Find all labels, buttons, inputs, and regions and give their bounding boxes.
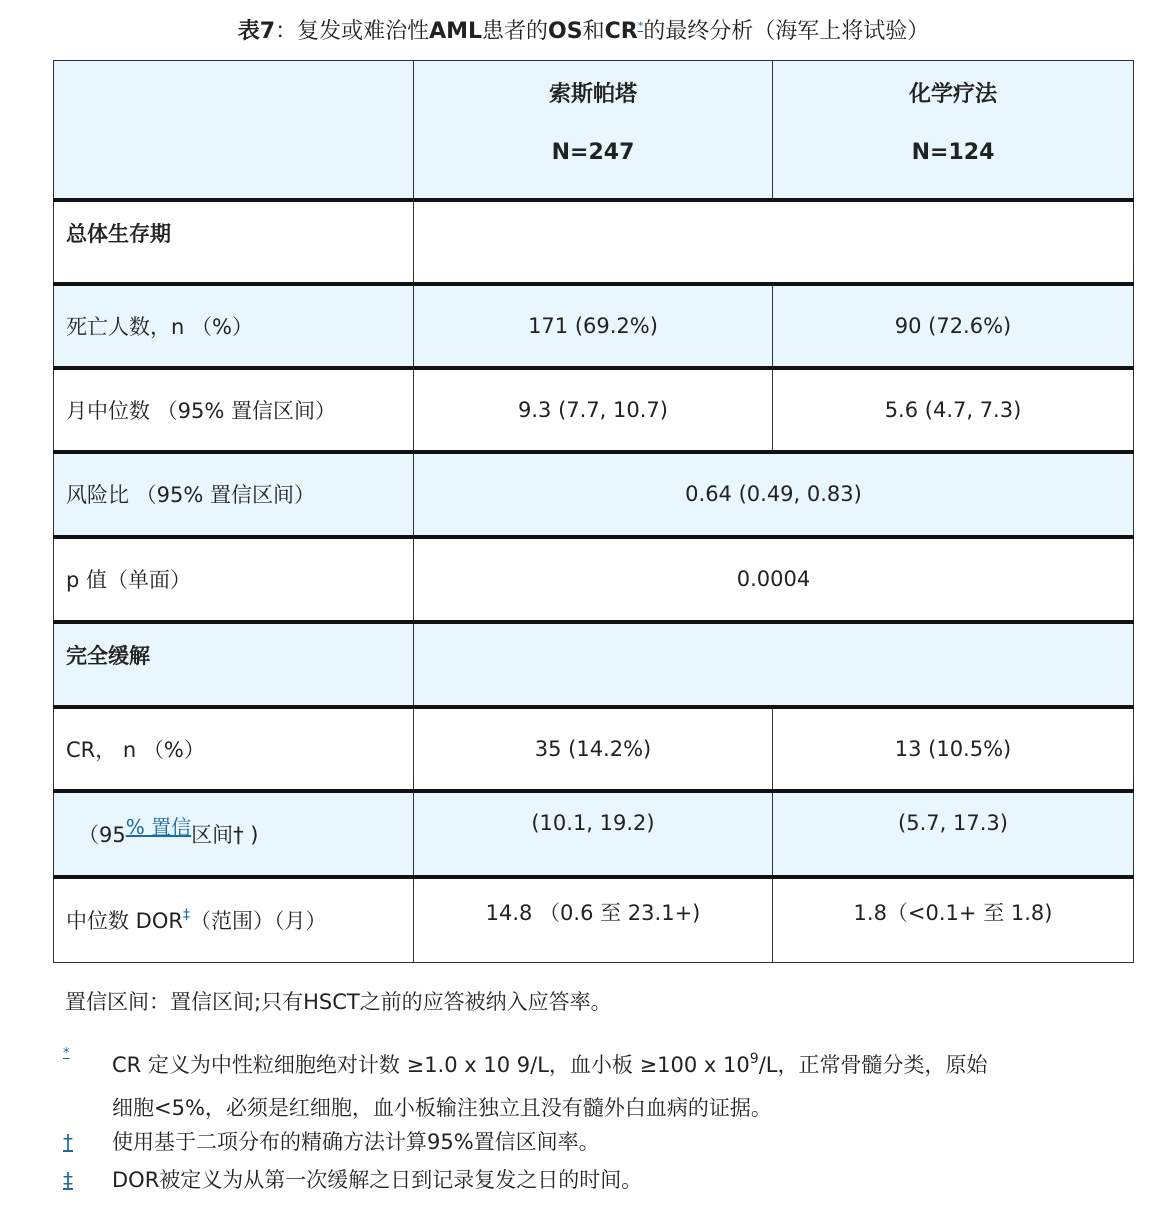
table-row	[54, 284, 1134, 368]
table-row	[54, 791, 1134, 877]
footnote-3-text: DOR被定义为从第一次缓解之日到记录复发之日的时间。	[112, 1168, 643, 1192]
ci-sorafenib: (10.1, 19.2)	[414, 791, 773, 877]
header-chemo	[773, 61, 1134, 200]
hazard-value: 0.64 (0.49, 0.83)	[414, 452, 1134, 537]
cr-n-chemo: 13 (10.5%)	[773, 707, 1134, 791]
dor-label-pre: 中位数 DOR	[66, 909, 183, 934]
table-row	[54, 537, 1134, 622]
caption-text-4: 的最终分析（海军上将试验）	[643, 19, 930, 44]
section-cr-label: 完全缓解	[54, 622, 414, 707]
deaths-label: 死亡人数，n （%）	[54, 284, 414, 368]
table-caption	[0, 14, 1167, 45]
results-table	[53, 60, 1134, 963]
cr-n-sorafenib: 35 (14.2%)	[414, 707, 773, 791]
caption-cr: CR	[604, 19, 638, 44]
median-label: 月中位数 （95% 置信区间）	[54, 368, 414, 452]
footnote-2-text: 使用基于二项分布的精确方法计算95%置信区间率。	[112, 1130, 600, 1154]
deaths-chemo: 90 (72.6%)	[773, 284, 1134, 368]
median-sorafenib: 9.3 (7.7, 10.7)	[414, 368, 773, 452]
ci-label	[54, 791, 414, 877]
table-row	[54, 877, 1134, 963]
header-sorafenib-name: 索斯帕塔	[548, 82, 637, 107]
header-sorafenib	[414, 61, 773, 200]
hazard-label: 风险比 （95% 置信区间）	[54, 452, 414, 537]
footnote-1-line-1-a: CR 定义为中性粒细胞绝对计数 ≥1.0 x 10 9/L，血小板 ≥100 x 10	[112, 1053, 750, 1077]
median-chemo: 5.6 (4.7, 7.3)	[773, 368, 1134, 452]
caption-text-3: 和	[582, 19, 605, 44]
caption-aml: AML	[429, 19, 483, 44]
dor-label	[54, 877, 414, 963]
table-header-row	[54, 61, 1134, 200]
ci-abbreviation-note: 置信区间：置信区间;只有HSCT之前的应答被纳入应答率。	[65, 990, 612, 1014]
dor-label-post: （范围）（月）	[189, 909, 327, 934]
footnote-1-line-1-b: /L，正常骨髓分类，原始	[758, 1053, 988, 1077]
deaths-sorafenib: 171 (69.2%)	[414, 284, 773, 368]
caption-text-2: 患者的	[482, 19, 549, 44]
dor-chemo: 1.8（<0.1+ 至 1.8)	[773, 877, 1134, 963]
caption-text-1: ：复发或难治性	[275, 19, 430, 44]
table-row	[54, 452, 1134, 537]
footnote-3	[63, 1160, 1143, 1200]
header-empty-cell	[54, 61, 414, 200]
caption-footnote-link[interactable]: *	[637, 19, 644, 33]
table-row	[54, 707, 1134, 791]
section-os-empty	[414, 200, 1134, 284]
footnote-1	[63, 1042, 1143, 1122]
header-sorafenib-n: N=247	[551, 140, 635, 165]
header-chemo-n: N=124	[911, 140, 995, 165]
dor-sorafenib: 14.8 （0.6 至 23.1+)	[414, 877, 773, 963]
ci-label-pre: （95	[78, 822, 126, 847]
section-cr-empty	[414, 622, 1134, 707]
cr-n-label: CR， n （%）	[54, 707, 414, 791]
section-row-cr	[54, 622, 1134, 707]
footnote-1-mark[interactable]: *	[63, 1046, 70, 1061]
footnote-1-sup: 9	[749, 1051, 759, 1067]
footnote-1-line-2: 细胞<5%，必须是红细胞，血小板输注独立且没有髓外白血病的证据。	[112, 1096, 772, 1120]
section-row-os	[54, 200, 1134, 284]
ci-label-post: 区间† )	[191, 822, 259, 847]
pvalue-value: 0.0004	[414, 537, 1134, 622]
dor-footnote-link[interactable]: ‡	[182, 907, 190, 924]
caption-os: OS	[548, 19, 583, 44]
caption-table-number: 表7	[237, 19, 276, 44]
footnote-1-text	[112, 1045, 1152, 1128]
footnote-3-mark[interactable]: ‡	[63, 1168, 73, 1192]
footnote-2	[63, 1122, 1143, 1162]
ci-definition-link[interactable]: % 置信	[125, 814, 192, 839]
footnote-2-mark[interactable]: †	[63, 1130, 73, 1154]
table-row	[54, 368, 1134, 452]
pvalue-label: p 值（单面）	[54, 537, 414, 622]
ci-chemo: (5.7, 17.3)	[773, 791, 1134, 877]
footnote-1-line-1	[112, 1045, 1152, 1088]
header-chemo-name: 化学疗法	[908, 82, 997, 107]
section-os-label: 总体生存期	[54, 200, 414, 284]
